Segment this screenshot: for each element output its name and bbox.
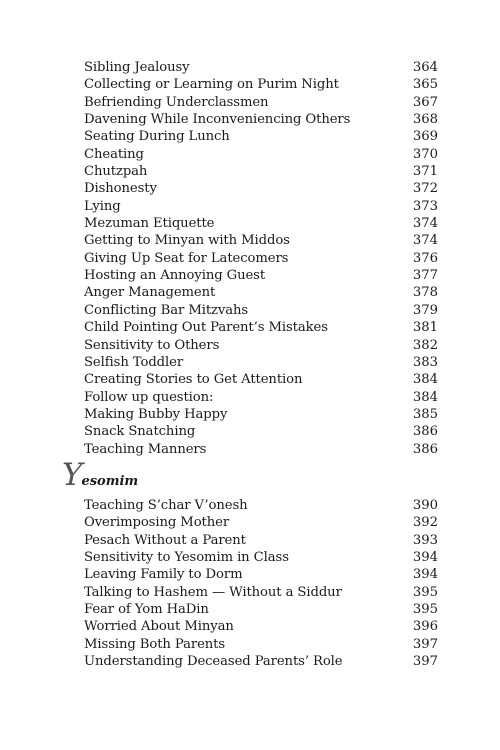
toc-entry-page-number: 377 — [412, 268, 438, 284]
toc-entry-title: Davening While Inconveniencing Others — [84, 112, 351, 128]
toc-entry-page-number: 386 — [412, 441, 438, 457]
toc-entry-title: Sensitivity to Yesomim in Class — [84, 550, 289, 566]
toc-entry — [84, 653, 438, 670]
toc-entry-page-number: 379 — [412, 302, 438, 318]
toc-entry-page-number: 381 — [412, 320, 438, 336]
toc-entry-page-number: 395 — [412, 584, 438, 600]
toc-entry — [84, 532, 438, 549]
toc-entry-page-number: 374 — [412, 233, 438, 249]
toc-entry — [84, 180, 438, 197]
toc-entry — [84, 354, 438, 371]
toc-entry-title: Collecting or Learning on Purim Night — [84, 77, 339, 93]
section-heading-initial: Y — [62, 457, 83, 493]
toc-entry — [84, 566, 438, 583]
toc-entry-page-number: 397 — [412, 636, 438, 652]
toc-entry-page-number: 374 — [412, 216, 438, 232]
toc-entry-title: Leaving Family to Dorm — [84, 567, 243, 583]
toc-entry — [84, 302, 438, 319]
toc-entry-title: Giving Up Seat for Latecomers — [84, 250, 289, 266]
toc-entry — [84, 337, 438, 354]
toc-entry-title: Anger Management — [84, 285, 216, 301]
toc-list — [84, 59, 438, 458]
toc-entry-title: Selfish Toddler — [84, 354, 184, 370]
toc-entry-title: Sensitivity to Others — [84, 337, 220, 353]
toc-entry-title: Making Bubby Happy — [84, 406, 228, 422]
toc-entry-title: Missing Both Parents — [84, 636, 226, 652]
toc-entry-page-number: 372 — [412, 181, 438, 197]
toc-entry — [84, 389, 438, 406]
toc-entry-title: Snack Snatching — [84, 424, 196, 440]
toc-entry-title: Conflicting Bar Mitzvahs — [84, 302, 249, 318]
section-heading-yesomim — [62, 457, 139, 493]
toc-entry-page-number: 365 — [412, 77, 438, 93]
toc-entry-title: Sibling Jealousy — [84, 60, 190, 75]
toc-entry-title: Teaching Manners — [84, 441, 207, 457]
toc-entry-page-number: 383 — [412, 354, 438, 370]
toc-entry-page-number: 385 — [412, 406, 438, 422]
toc-entry-page-number: 384 — [412, 389, 438, 405]
toc-entry-page-number: 373 — [412, 198, 438, 214]
toc-entry — [84, 267, 438, 284]
toc-entry — [84, 549, 438, 566]
toc-entry-page-number: 370 — [412, 146, 438, 162]
toc-entry-title: Lying — [84, 198, 121, 214]
toc-entry-title: Chutzpah — [84, 164, 148, 180]
toc-entry — [84, 618, 438, 635]
toc-entry — [84, 146, 438, 163]
toc-entry — [84, 284, 438, 301]
toc-entry-page-number: 393 — [412, 532, 438, 548]
toc-entry-title: Understanding Deceased Parents’ Role — [84, 654, 343, 670]
toc-entry-page-number: 396 — [412, 619, 438, 635]
toc-entry-title: Befriending Underclassmen — [84, 94, 269, 110]
toc-entry-title: Talking to Hashem — Without a Siddur — [84, 584, 342, 600]
toc-entry-page-number: 371 — [412, 164, 438, 180]
toc-entry-title: Getting to Minyan with Middos — [84, 233, 290, 249]
toc-entry — [84, 163, 438, 180]
toc-entry — [84, 636, 438, 653]
toc-entry — [84, 371, 438, 388]
toc-entry-title: Worried About Minyan — [84, 619, 234, 635]
toc-entry-title: Teaching S’char V’onesh — [84, 498, 248, 513]
toc-entry — [84, 514, 438, 531]
toc-entry — [84, 441, 438, 458]
toc-entry-page-number: 395 — [412, 602, 438, 618]
toc-entry — [84, 128, 438, 145]
toc-entry-page-number: 376 — [412, 250, 438, 266]
toc-entry-title: Child Pointing Out Parent’s Mistakes — [84, 320, 328, 336]
toc-entry-title: Dishonesty — [84, 181, 157, 197]
toc-entry-page-number: 384 — [412, 372, 438, 388]
section-heading-rest: esomim — [81, 474, 139, 489]
toc-entry — [84, 198, 438, 215]
toc-entry — [84, 94, 438, 111]
toc-entry-page-number: 394 — [412, 567, 438, 583]
toc-entry — [84, 215, 438, 232]
toc-entry-page-number: 382 — [412, 337, 438, 353]
toc-entry-page-number: 369 — [412, 129, 438, 145]
toc-entry-page-number: 378 — [412, 285, 438, 301]
toc-entry — [84, 232, 438, 249]
toc-list — [84, 497, 438, 670]
toc-entry-title: Creating Stories to Get Attention — [84, 372, 303, 388]
toc-entry-title: Overimposing Mother — [84, 515, 230, 531]
toc-entry-page-number: 392 — [412, 515, 438, 531]
toc-entry — [84, 601, 438, 618]
toc-entry-title: Cheating — [84, 146, 144, 162]
toc-entry — [84, 250, 438, 267]
toc-entry — [84, 76, 438, 93]
toc-entry-page-number: 367 — [412, 94, 438, 110]
toc-entry — [84, 406, 438, 423]
toc-entry-page-number: 368 — [412, 112, 438, 128]
toc-entry — [84, 319, 438, 336]
toc-entry-page-number: 390 — [412, 498, 438, 513]
toc-entry-title: Hosting an Annoying Guest — [84, 268, 266, 284]
toc-entry-page-number: 386 — [412, 424, 438, 440]
toc-entry-title: Fear of Yom HaDin — [84, 602, 209, 618]
toc-entry-page-number: 397 — [412, 654, 438, 670]
toc-entry — [84, 59, 438, 76]
toc-entry-title: Pesach Without a Parent — [84, 532, 246, 548]
toc-entry-page-number: 364 — [412, 60, 438, 75]
toc-entry — [84, 423, 438, 440]
toc-entry — [84, 111, 438, 128]
toc-entry-title: Follow up question: — [84, 389, 214, 405]
toc-entry-title: Mezuman Etiquette — [84, 216, 215, 232]
toc-entry — [84, 584, 438, 601]
toc-entry — [84, 497, 438, 514]
toc-entry-title: Seating During Lunch — [84, 129, 230, 145]
toc-entry-page-number: 394 — [412, 550, 438, 566]
